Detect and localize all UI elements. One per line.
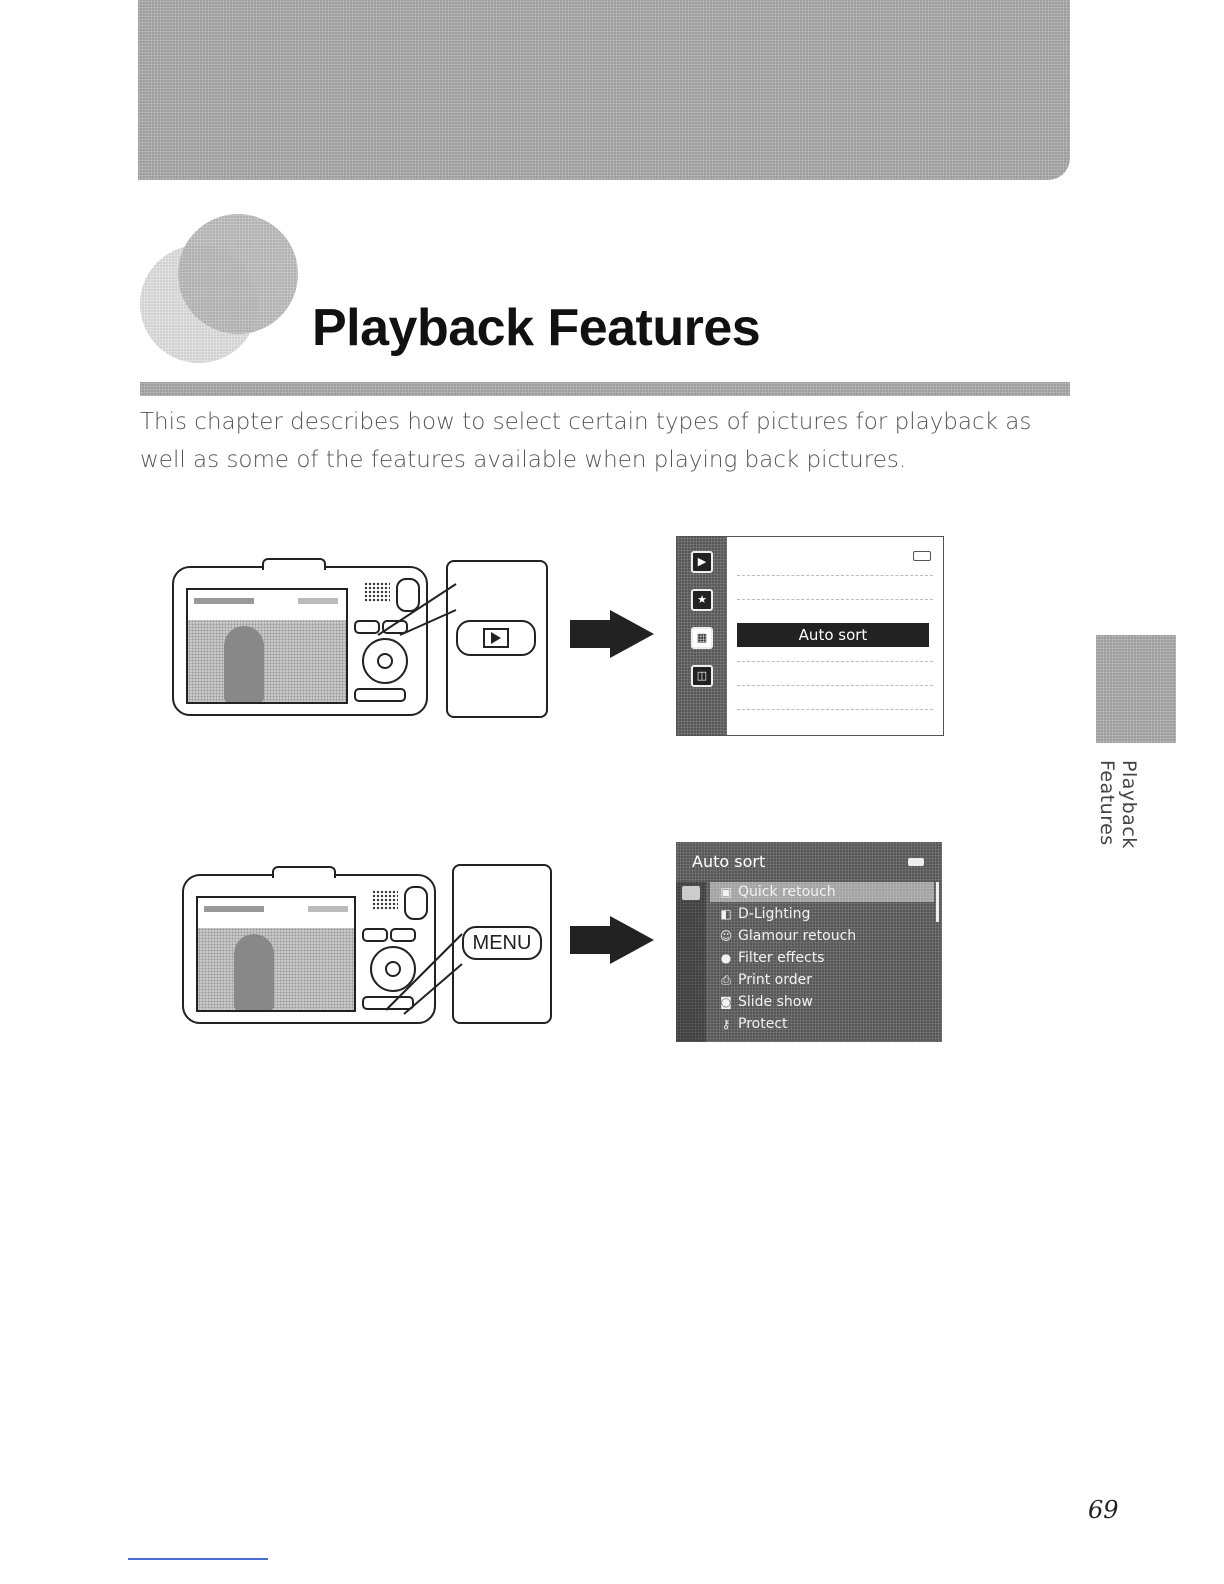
menu-item-quick-retouch[interactable]: ▣ Quick retouch	[714, 882, 936, 902]
figure-menu-button	[180, 840, 950, 1050]
protect-icon: ⚷	[721, 1017, 731, 1031]
arrow-right-icon	[570, 926, 610, 954]
playback-mode-menu-screen	[676, 536, 944, 736]
filter-effects-icon: ●	[720, 951, 732, 965]
print-order-icon: ⎙	[721, 973, 731, 987]
slide-show-icon: ◙	[720, 995, 732, 1009]
monitor-indicator	[204, 906, 264, 912]
callout-leader-lines	[376, 930, 466, 1020]
monitor-indicator	[308, 906, 348, 912]
monitor-indicator	[194, 598, 254, 604]
chapter-title: Playback Features	[312, 299, 761, 357]
menu-item-protect[interactable]: ⚷ Protect	[714, 1014, 936, 1034]
camera-monitor-photo	[188, 620, 346, 702]
camera-monitor-photo	[198, 928, 354, 1010]
menu-button-callout: MENU	[462, 926, 542, 960]
auto-sort-tab-icon[interactable]: ▦	[691, 627, 713, 649]
menu-delete-buttons-icon	[354, 688, 406, 702]
menu-placeholder-line	[737, 685, 933, 686]
menu-item-d-lighting[interactable]: ◧ D-Lighting	[714, 904, 936, 924]
playback-tab-icon[interactable]: ▶	[691, 551, 713, 573]
camera-speaker	[372, 890, 398, 910]
menu-item-glamour-retouch[interactable]: ☺ Glamour retouch	[714, 926, 936, 946]
mode-tab-sidebar	[677, 537, 727, 735]
portrait-figure	[224, 626, 264, 702]
d-lighting-icon: ◧	[720, 907, 732, 921]
menu-placeholder-line	[737, 709, 933, 710]
button-callout	[446, 560, 548, 718]
button-callout	[452, 864, 552, 1024]
chapter-intro: This chapter describes how to select certain types of pictures for playback as well as some of the features available when playing back pictures.	[140, 409, 1032, 473]
camera-monitor	[186, 588, 348, 704]
camera-monitor	[196, 896, 356, 1012]
play-icon	[483, 628, 509, 648]
chapter-side-tab	[1096, 635, 1176, 743]
battery-icon	[913, 551, 931, 561]
menu-tab-sidebar	[676, 882, 706, 1042]
scroll-bar[interactable]	[936, 882, 939, 922]
monitor-indicator	[298, 598, 338, 604]
menu-item-print-order[interactable]: ⎙ Print order	[714, 970, 936, 990]
auto-sort-menu-item[interactable]: Auto sort	[737, 623, 929, 647]
camera-grip-top	[262, 558, 326, 570]
playback-menu-tab-icon[interactable]	[682, 886, 700, 900]
menu-placeholder-line	[737, 575, 933, 576]
footer-rule	[128, 1558, 268, 1560]
glamour-retouch-icon: ☺	[719, 929, 733, 943]
multi-selector-icon	[362, 638, 408, 684]
arrow-right-icon	[570, 620, 610, 648]
auto-sort-playback-menu-screen	[676, 842, 942, 1042]
chapter-side-label: Playback Features	[1096, 760, 1140, 849]
menu-item-slide-show[interactable]: ◙ Slide show	[714, 992, 936, 1012]
menu-placeholder-line	[737, 599, 933, 600]
portrait-figure	[234, 934, 274, 1010]
arrow-right-icon-head	[610, 916, 654, 964]
chapter-banner	[138, 0, 1070, 180]
arrow-right-icon-head	[610, 610, 654, 658]
playback-button-callout	[456, 620, 536, 656]
list-by-date-tab-icon[interactable]: ◫	[691, 665, 713, 687]
chapter-decoration-circle	[178, 214, 298, 334]
menu-item-filter-effects[interactable]: ● Filter effects	[714, 948, 936, 968]
quick-retouch-icon: ▣	[720, 885, 732, 899]
camera-grip-top	[272, 866, 336, 878]
shutter-button-icon	[404, 886, 428, 920]
callout-leader-lines	[370, 580, 460, 640]
menu-placeholder-line	[737, 661, 933, 662]
title-rule	[140, 382, 1070, 396]
battery-icon	[908, 858, 924, 866]
favorites-tab-icon[interactable]: ★	[691, 589, 713, 611]
figure-playback-button	[170, 540, 950, 740]
page-number: 69	[1088, 1496, 1119, 1524]
menu-title: Auto sort	[692, 852, 766, 871]
